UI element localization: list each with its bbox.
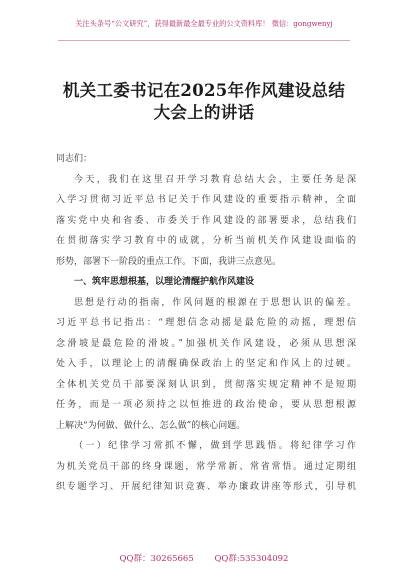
paragraph-line: 习近平总书记指出：“理想信念动摇是最危险的动摇，理想信 (56, 318, 356, 328)
footer-contact (0, 553, 408, 565)
paragraph-line: 思想是行动的指南，作风问题的根源在于思想认识的偏差。 (74, 297, 356, 308)
paragraph-line: 今天，我们在这里召开学习教育总结大会，主要任务是深 (74, 174, 356, 185)
footer-qq-group-2: QQ群:535304092 (214, 554, 289, 564)
paragraph-line: 处入手，以理论上的清醒确保政治上的坚定和作风上的过硬。 (56, 359, 356, 369)
paragraph-line: 念滑坡是最危险的滑坡。”加强机关作风建设，必须从思想深 (56, 338, 356, 349)
footer-qq-group-1: QQ群：30265665 (119, 554, 194, 564)
document-body (56, 149, 356, 498)
paragraph-line: 织专题学习、开展纪律知识竞赛、举办廉政讲座等形式，引导机 (56, 482, 356, 492)
paragraph-line: 上解决“为何做、做什么、怎么做”的核心问题。 (56, 420, 246, 431)
title-line-1: 机关工委书记在2025年作风建设总结 (62, 81, 346, 100)
paragraph-line: 全体机关党员干部要深刻认识到，贯彻落实规定精神不是短期 (56, 379, 356, 390)
paragraph-line: 入学习贯彻习近平总书记关于作风建设的重要指示精神，全面 (56, 195, 356, 205)
title-line-2: 大会上的讲话 (153, 103, 255, 122)
header-divider (58, 40, 350, 41)
paragraph-line: 任务，而是一项必须持之以恒推进的政治使命，要从思想根源 (56, 400, 356, 410)
paragraph-line: 为机关党员干部的终身课题，常学常新、常省常悟。通过定期组 (56, 461, 356, 472)
paragraph-line: 落实党中央和省委、市委关于作风建设的部署要求，总结我们 (56, 215, 356, 226)
paragraph-line: 形势，部署下一阶段的重点工作。下面，我讲三点意见。 (56, 256, 282, 267)
salutation: 同志们： (56, 154, 93, 164)
section-heading: 一、筑牢思想根基，以理论清醒护航作风建设 (74, 277, 255, 287)
document-title (0, 80, 408, 124)
paragraph-line: （一）纪律学习常抓不懈，做到学思践悟。将纪律学习作 (74, 441, 356, 451)
paragraph-line: 在贯彻落实学习教育中的成就，分析当前机关作风建设面临的 (56, 236, 356, 246)
header-note: 关注头条号“公文研究”，获得最新最全最专业的公文资料库！ 微信：gongwenyj (75, 19, 333, 28)
